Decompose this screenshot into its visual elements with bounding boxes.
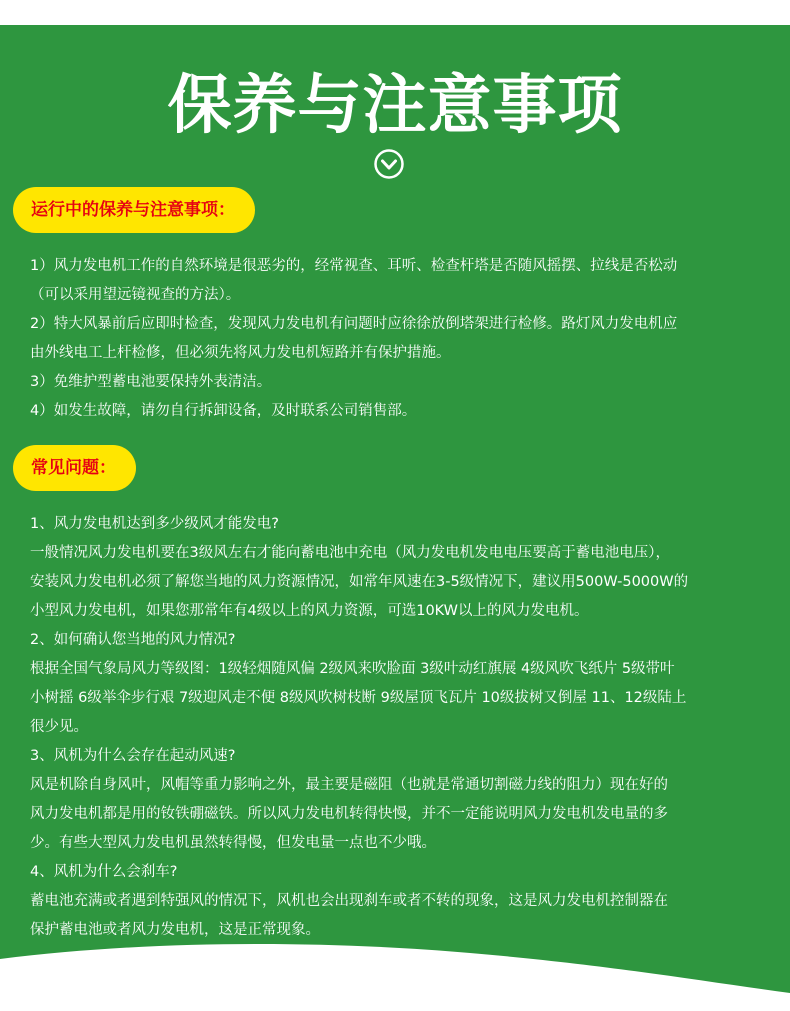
faq-answer-line: 一般情况风力发电机要在3级风左右才能向蓄电池中充电（风力发电机发电电压要高于蓄电池电压），	[30, 545, 670, 561]
content-panel	[0, 25, 790, 1011]
faq-answer-line: 蓄电池充满或者遇到特强风的情况下，风机也会出现刹车或者不转的现象，这是风力发电机控制器在	[30, 893, 668, 909]
faq-list	[30, 510, 772, 945]
chevron-down-circle-icon	[373, 148, 405, 180]
maintenance-notes	[30, 252, 772, 426]
text-line: 2）特大风暴前后应即时检查，发现风力发电机有问题时应徐徐放倒塔架进行检修。路灯风力发电机应	[30, 316, 678, 332]
text-line: 4）如发生故障，请勿自行拆卸设备，及时联系公司销售部。	[30, 403, 417, 419]
faq-question: 1、风力发电机达到多少级风才能发电?	[30, 516, 279, 532]
faq-question: 4、风机为什么会刹车?	[30, 864, 178, 880]
faq-answer-line: 很少见。	[30, 719, 88, 735]
faq-answer-line: 根据全国气象局风力等级图：1级轻烟随风偏 2级风来吹脸面 3级叶动红旗展 4级风吹飞纸片 5级带叶	[30, 661, 675, 677]
faq-answer-line: 少。有些大型风力发电机虽然转得慢，但发电量一点也不少哦。	[30, 835, 436, 851]
page-title: 保养与注意事项	[167, 69, 623, 143]
faq-answer-line: 小树摇 6级举伞步行艰 7级迎风走不便 8级风吹树枝断 9级屋顶飞瓦片 10级拔树又倒屋 11、12级陆上	[30, 690, 687, 706]
section-heading-faq: 常见问题：	[13, 445, 136, 491]
faq-answer-line: 风力发电机都是用的钕铁硼磁铁。所以风力发电机转得快慢，并不一定能说明风力发电机发电量的多	[30, 806, 668, 822]
faq-question: 3、风机为什么会存在起动风速?	[30, 748, 236, 764]
text-line: 由外线电工上杆检修，但必须先将风力发电机短路并有保护措施。	[30, 345, 451, 361]
bottom-wave	[0, 941, 790, 1011]
faq-answer-line: 安装风力发电机必须了解您当地的风力资源情况，如常年风速在3-5级情况下，建议用500W-5000W的	[30, 574, 689, 590]
section-heading-maintenance: 运行中的保养与注意事项：	[13, 187, 255, 233]
faq-question: 2、如何确认您当地的风力情况?	[30, 632, 236, 648]
faq-answer-line: 小型风力发电机，如果您那常年有4级以上的风力资源，可选10KW以上的风力发电机。	[30, 603, 589, 619]
text-line: 3）免维护型蓄电池要保持外表清洁。	[30, 374, 272, 390]
text-line: 1）风力发电机工作的自然环境是很恶劣的，经常视查、耳听、检查杆塔是否随风摇摆、拉线是否松动	[30, 258, 678, 274]
faq-answer-line: 保护蓄电池或者风力发电机，这是正常现象。	[30, 922, 320, 938]
faq-answer-line: 风是机除自身风叶，风帽等重力影响之外，最主要是磁阻（也就是常通切割磁力线的阻力）现在好的	[30, 777, 668, 793]
text-line: （可以采用望远镜视查的方法）。	[30, 287, 241, 303]
